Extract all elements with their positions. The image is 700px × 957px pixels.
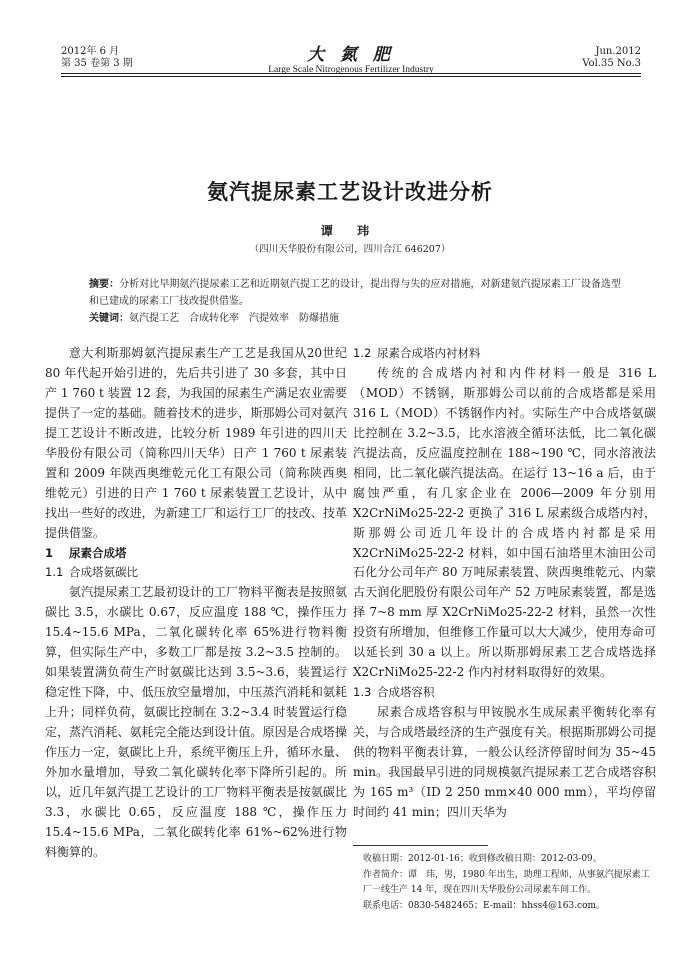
section-1-2-paragraph: 传统的合成塔内衬和内件材料一般是 316 L（MOD）不锈钢，斯那姆公司以前的合成塔都是采用 316 L（MOD）不锈钢作内衬。实际生产中合成塔氨碳比控制在 3.2~3.5，比水溶液全循环法低，比二氧化碳汽提法高，反应温度控制在 188~190 ℃，同水溶液法相同，比二氧化碳汽提法高。在运行 13~16 a 后，由于腐蚀严重，有几家企业在 2006—2009 年分别用 X2CrNiMo25-22-2 更换了 316 L 尿素级合成塔内衬，斯那姆公司近几年设计的合成塔内衬都是采用 X2CrNiMo25-22-2 材料，如中国石油塔里木油田公司石化分公司年产 80 万吨尿素装置、陕西奥维乾元、内蒙古天润化肥股份有限公司年产 52 万吨尿素装置，都是选择 7~8 mm 厚 X2CrNiMo25-22-2 材料，虽然一次性投资有所增加，但维修工作量可以大大减少，使用寿命可以延长到 30 a 以上。所以斯那姆尿素工艺合成塔选择 X2CrNiMo25-22-2 作内衬材料取得好的效果。 <box>353 365 656 680</box>
keywords-label: 关键词： <box>89 313 129 324</box>
right-column <box>353 344 656 823</box>
header-right <box>582 46 641 70</box>
journal-logo: 大 氮 肥 <box>307 45 395 65</box>
section-1-3-heading <box>353 683 656 703</box>
section-1-1-paragraph: 氨汽提尿素工艺最初设计的工厂物料平衡表是按照氨碳比 3.5，水碳比 0.67，反应温度 188 ℃，操作压力 15.4~15.6 MPa，二氧化碳转化率 65%进行物料衡算，但实际生产中，多数工厂都是按 3.2~3.5 控制的。如果装置满负荷生产时氨碳比达到 3.5~3.6，装置运行稳定性下降，中、低压放空量增加，中压蒸汽消耗和氨耗上升；同样负荷，氨碳比控制在 3.2~3.4 时装置运行稳定，蒸汽消耗、氨耗完全能达到设计值。原因是合成塔操作压力一定，氨碳比上升，系统平衡压上升，循环水量、外加水量增加，导致二氧化碳转化率下降所引起的。所以，近几年氨汽提工艺设计的工厂物料平衡表是按氨碳比 3.3，水碳比 0.65，反应温度 188 ℃，操作压力 15.4~15.6 MPa，二氧化碳转化率 61%~62%进行物料衡算的。 <box>45 585 347 859</box>
section-1-3-paragraph: 尿素合成塔容积与甲铵脱水生成尿素平衡转化率有关，与合成塔最经济的生产强度有关。根据斯那姆公司提供的物料平衡表计算，一般公认经济停留时间为 35~45 min。我国最早引进的同规模氨汽提尿素工艺合成塔容积为 165 m³（ID 2 250 mm×40 000 mm），平均停留时间约 41 min；四川天华为 <box>353 705 656 819</box>
footnote-contact: 联系电话：0830-5482465；E-mail：hhss4@163.com。 <box>363 900 606 911</box>
footnote-dates: 收稿日期：2012-01-16；收到修改稿日期：2012-03-09。 <box>363 854 602 864</box>
keywords <box>89 311 621 326</box>
section-1-1-title: 合成塔氨碳比 <box>69 565 138 580</box>
footnote <box>363 852 653 914</box>
footnote-bio: 作者简介：谭 玮，男，1980 年出生，助理工程师，从事氨汽提尿素工厂一线生产 14 年，现在四川天华股份公司尿素车间工作。 <box>363 869 650 895</box>
section-1-number: 1 <box>45 545 54 560</box>
intro-paragraph: 意大利斯那姆氨汽提尿素生产工艺是我国从20世纪 80 年代起开始引进的，先后共引进了 30 多套，其中日产 1 760 t 装置 12 套，为我国的尿素生产满足农业需要提供了一定的基础。随着技术的进步，斯那姆公司对氨汽提工艺设计不断改进，比较分析 1989 年引进的四川天华股份有限公司（简称四川天华）日产 1 760 t 尿素装置和 2009 年陕西奥维乾元化工有限公司（简称陕西奥维乾元）引进的日产 1 760 t 尿素装置工艺设计，从中找出一些好的改进，为新建工厂和运行工厂的技改、技革提供借鉴。 <box>45 346 347 540</box>
section-1-3-title: 合成塔容积 <box>377 685 435 700</box>
issue-date-en: Jun.2012 <box>595 46 641 57</box>
abstract-label: 摘要： <box>89 279 120 290</box>
section-1-1-heading <box>45 563 347 583</box>
issue-volume-en: Vol.35 No.3 <box>582 58 641 69</box>
section-1-1-number: 1.1 <box>45 565 64 580</box>
section-1-title: 尿素合成塔 <box>69 545 127 560</box>
section-1-2-number: 1.2 <box>353 346 372 360</box>
issue-volume: 第 35 卷第 3 期 <box>61 58 133 69</box>
issue-date: 2012年 6 月 <box>61 46 120 57</box>
footnote-rule <box>353 845 488 846</box>
section-1-2-title: 尿素合成塔内衬材料 <box>377 346 481 360</box>
abstract-text: 分析对比早期氨汽提尿素工艺和近期氨汽提工艺的设计，提出得与失的应对措施，对新建氨汽提尿素工厂设备选型和已建成的尿素工厂技改提供借鉴。 <box>89 279 622 307</box>
left-column <box>45 344 347 863</box>
article-author: 谭 玮 <box>320 224 380 238</box>
article-title: 氨汽提尿素工艺设计改进分析 <box>207 180 493 204</box>
section-1-3-number: 1.3 <box>353 685 372 700</box>
keywords-text: 氨汽提工艺 合成转化率 汽提效率 防爆措施 <box>129 313 339 324</box>
header-center <box>61 46 641 76</box>
journal-english-name: Large Scale Nitrogenous Fertilizer Industry <box>268 65 434 75</box>
section-1-2-heading <box>353 344 656 364</box>
abstract <box>89 276 621 310</box>
section-1-heading <box>45 544 347 564</box>
header-rule-thick <box>61 73 641 74</box>
header-rule-thin <box>61 76 641 77</box>
author-affiliation: （四川天华股份有限公司，四川合江 646207） <box>249 244 451 255</box>
